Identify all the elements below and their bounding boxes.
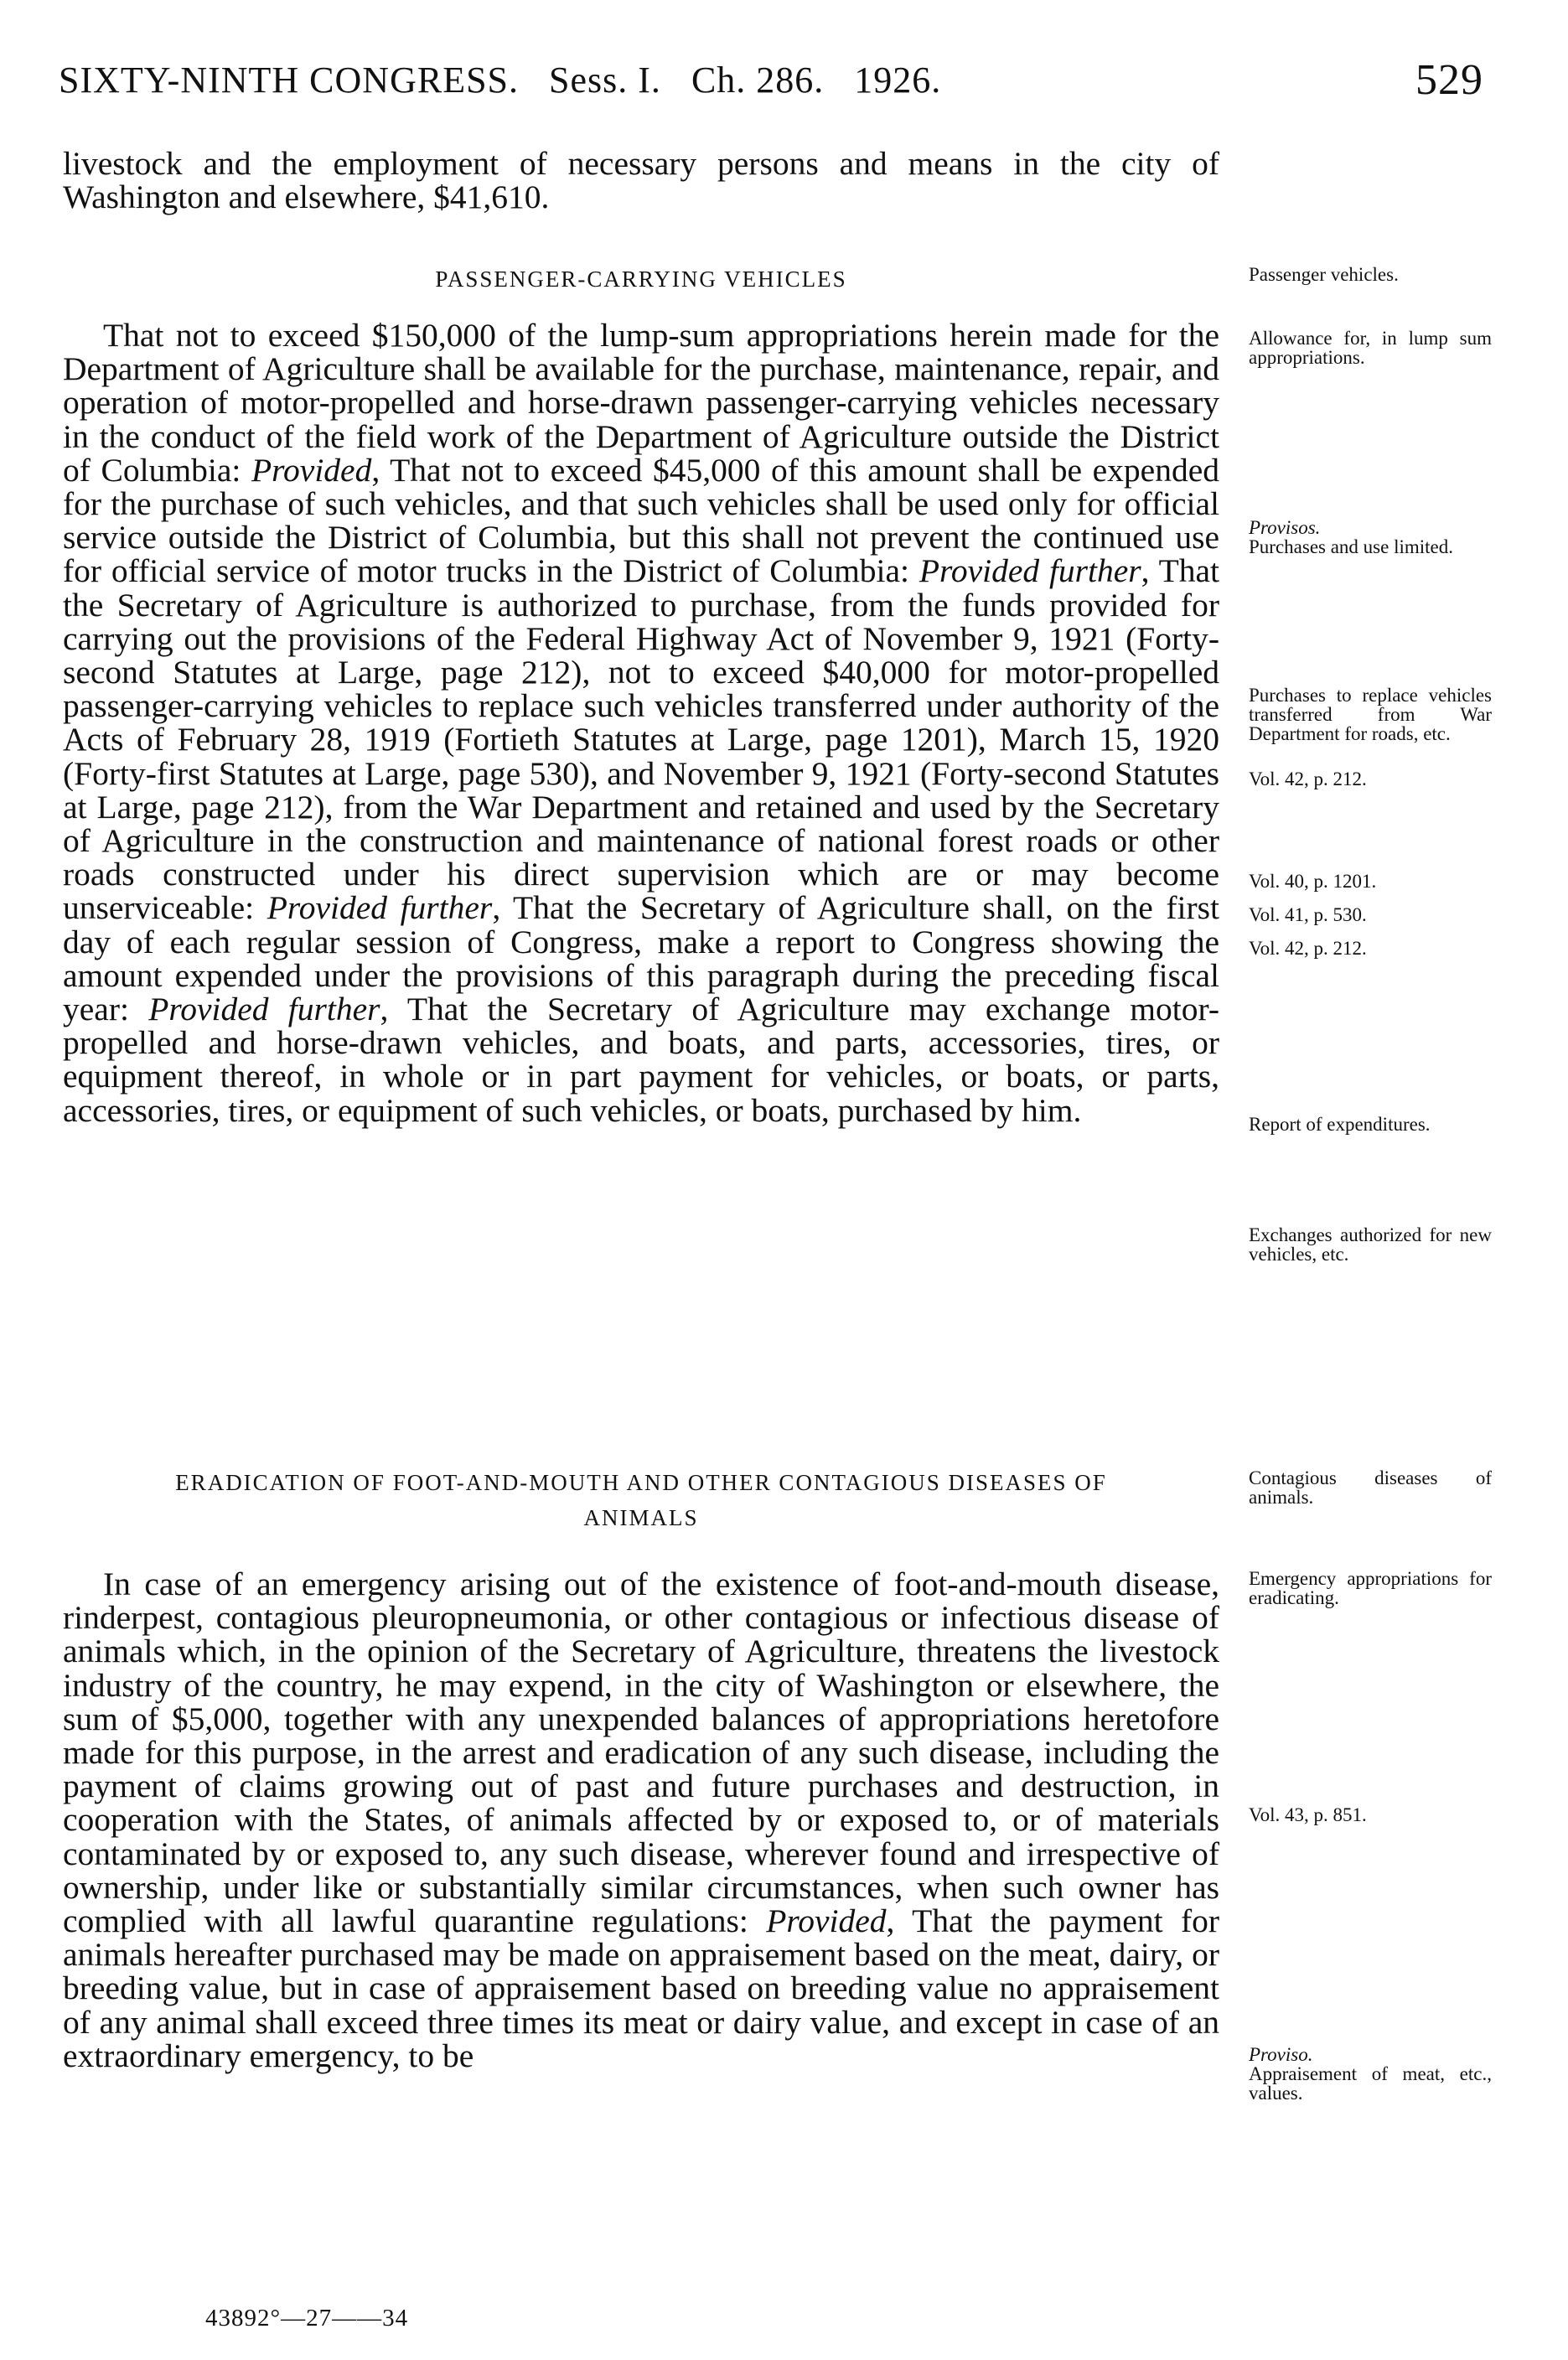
section-heading-contagious-diseases	[63, 1465, 1219, 1535]
margin-note-contagious: Contagious diseases of animals.	[1249, 1467, 1492, 1508]
text-run: , That the Secretary of Agriculture shall, on the first day of each regular session of Congress, make a report to Congress showing the amount expended under the provisions of this paragraph during the preceding fiscal year:	[63, 889, 1220, 1028]
signature-mark: 43892°—27——34	[205, 2305, 409, 2332]
proviso-italic: Provided further	[919, 552, 1141, 590]
running-header	[59, 56, 1483, 117]
purchases-limited-text: Purchases and use limited.	[1249, 536, 1454, 557]
appraisement-text: Appraisement of meat, etc., values.	[1249, 2063, 1492, 2104]
heading-line-2: ANIMALS	[583, 1505, 699, 1530]
header-title	[59, 59, 941, 101]
text-run: , That the Secretary of Agriculture is authorized to purchase, from the funds provided for carrying out the provisions of the Federal Highway Act of November 9, 1921 (Forty-second Statutes at Large, page 212), not to exceed $40,000 for motor-propelled passenger-carrying vehicles to replace such vehicles transferred under authority of the Acts of February 28, 1919 (Fortieth Statutes at Large, page 1201), March 15, 1920 (Forty-first Statutes at Large, page 530), and November 9, 1921 (Forty-second Statutes at Large, page 212), from the War Department and retained and used by the Secretary of Agriculture in the construction and maintenance of national forest roads or other roads constructed under his direct supervision which are or may become unserviceable:	[63, 552, 1220, 927]
text-run: In case of an emergency arising out of the existence of foot-and-mouth disease, rinderpest, contagious pleuropneumonia, or other contagious or infectious disease of animals which, in the opinion of the Secretary of Agriculture, threatens the livestock industry of the country, he may expend, in the city of Washington or elsewhere, the sum of $5,000, together with any unexpended balances of appropriations heretofore made for this purpose, in the arrest and eradication of any such disease, including the payment of claims growing out of past and future purchases and destruction, in cooperation with the States, of animals affected by or exposed to, or of materials contaminated by or exposed to, any such disease, wherever found and irrespective of ownership, under like or substantially similar circumstances, when such owner has complied with all lawful quarantine regulations:	[63, 1566, 1219, 1940]
margin-note-vol42-b: Vol. 42, p. 212.	[1249, 938, 1367, 959]
passenger-vehicles-paragraph	[63, 318, 1219, 1127]
proviso-italic: Provided	[766, 1902, 887, 1940]
provisos-label: Provisos.	[1249, 517, 1321, 538]
margin-note-purchases-limited	[1249, 518, 1492, 556]
year-label: 1926.	[854, 60, 942, 101]
margin-note-report: Report of expenditures.	[1249, 1114, 1431, 1135]
text-run: That not to exceed $150,000 of the lump-sum appropriations herein made for the Department of Agriculture shall be available for the purchase, maintenance, repair, and operation of motor-propelled and horse-drawn passenger-carrying vehicles necessary in the conduct of the field work of the Department of Agriculture outside the District of Columbia:	[63, 317, 1219, 489]
chapter-label: Ch. 286.	[691, 60, 825, 101]
margin-note-emergency: Emergency appropriations for eradicating.	[1249, 1568, 1492, 1608]
margin-note-vol41: Vol. 41, p. 530.	[1249, 904, 1367, 925]
margin-note-vol40: Vol. 40, p. 1201.	[1249, 871, 1377, 892]
congress-title: SIXTY-NINTH CONGRESS.	[59, 60, 520, 101]
intro-text: livestock and the employment of necessary persons and means in the city of Washington and elsewhere, $41,610.	[63, 145, 1219, 216]
margin-note-vol42-a: Vol. 42, p. 212.	[1249, 769, 1367, 789]
passenger-vehicles-text	[63, 318, 1219, 1127]
session-label: Sess. I.	[549, 60, 661, 101]
margin-note-allowance: Allowance for, in lump sum appropriations.	[1249, 328, 1492, 368]
contagious-diseases-text	[63, 1567, 1219, 2073]
contagious-diseases-paragraph	[63, 1567, 1219, 2073]
heading-line-1: ERADICATION OF FOOT-AND-MOUTH AND OTHER CONTAGIOUS DISEASES OF	[175, 1470, 1107, 1495]
proviso-italic: Provided	[251, 451, 372, 489]
margin-note-appraisement	[1249, 2045, 1492, 2103]
intro-paragraph	[63, 147, 1219, 214]
margin-note-passenger-vehicles: Passenger vehicles.	[1249, 264, 1399, 285]
text-run: , That the Secretary of Agriculture may exchange motor-propelled and horse-drawn vehicles, and boats, and parts, accessories, tires, or equipment thereof, in whole or in part payment for vehicles, or boats, or parts, accessories, tires, or equipment of such vehicles, or boats, purchased by him.	[63, 991, 1219, 1129]
section-heading-passenger-vehicles: PASSENGER-CARRYING VEHICLES	[435, 267, 847, 292]
margin-note-purchases-replace: Purchases to replace vehicles transferred from War Department for roads, etc.	[1249, 685, 1492, 744]
proviso-label: Proviso.	[1249, 2044, 1313, 2065]
text-run: , That the payment for animals hereafter purchased may be made on appraisement based on the meat, dairy, or breeding value, but in case of appraisement based on breeding value no appraisement of any animal shall exceed three times its meat or dairy value, and except in case of an extraordinary emergency, to be	[63, 1902, 1220, 2074]
text-run: , That not to exceed $45,000 of this amount shall be expended for the purchase of such vehicles, and that such vehicles shall be used only for official service outside the District of Columbia, but this shall not prevent the continued use for official service of motor trucks in the District of Columbia:	[63, 451, 1219, 590]
margin-note-exchanges: Exchanges authorized for new vehicles, etc.	[1249, 1224, 1492, 1265]
margin-note-vol43: Vol. 43, p. 851.	[1249, 1804, 1367, 1825]
page-number: 529	[1415, 56, 1483, 104]
proviso-italic: Provided further	[148, 991, 380, 1028]
proviso-italic: Provided further	[267, 889, 493, 927]
